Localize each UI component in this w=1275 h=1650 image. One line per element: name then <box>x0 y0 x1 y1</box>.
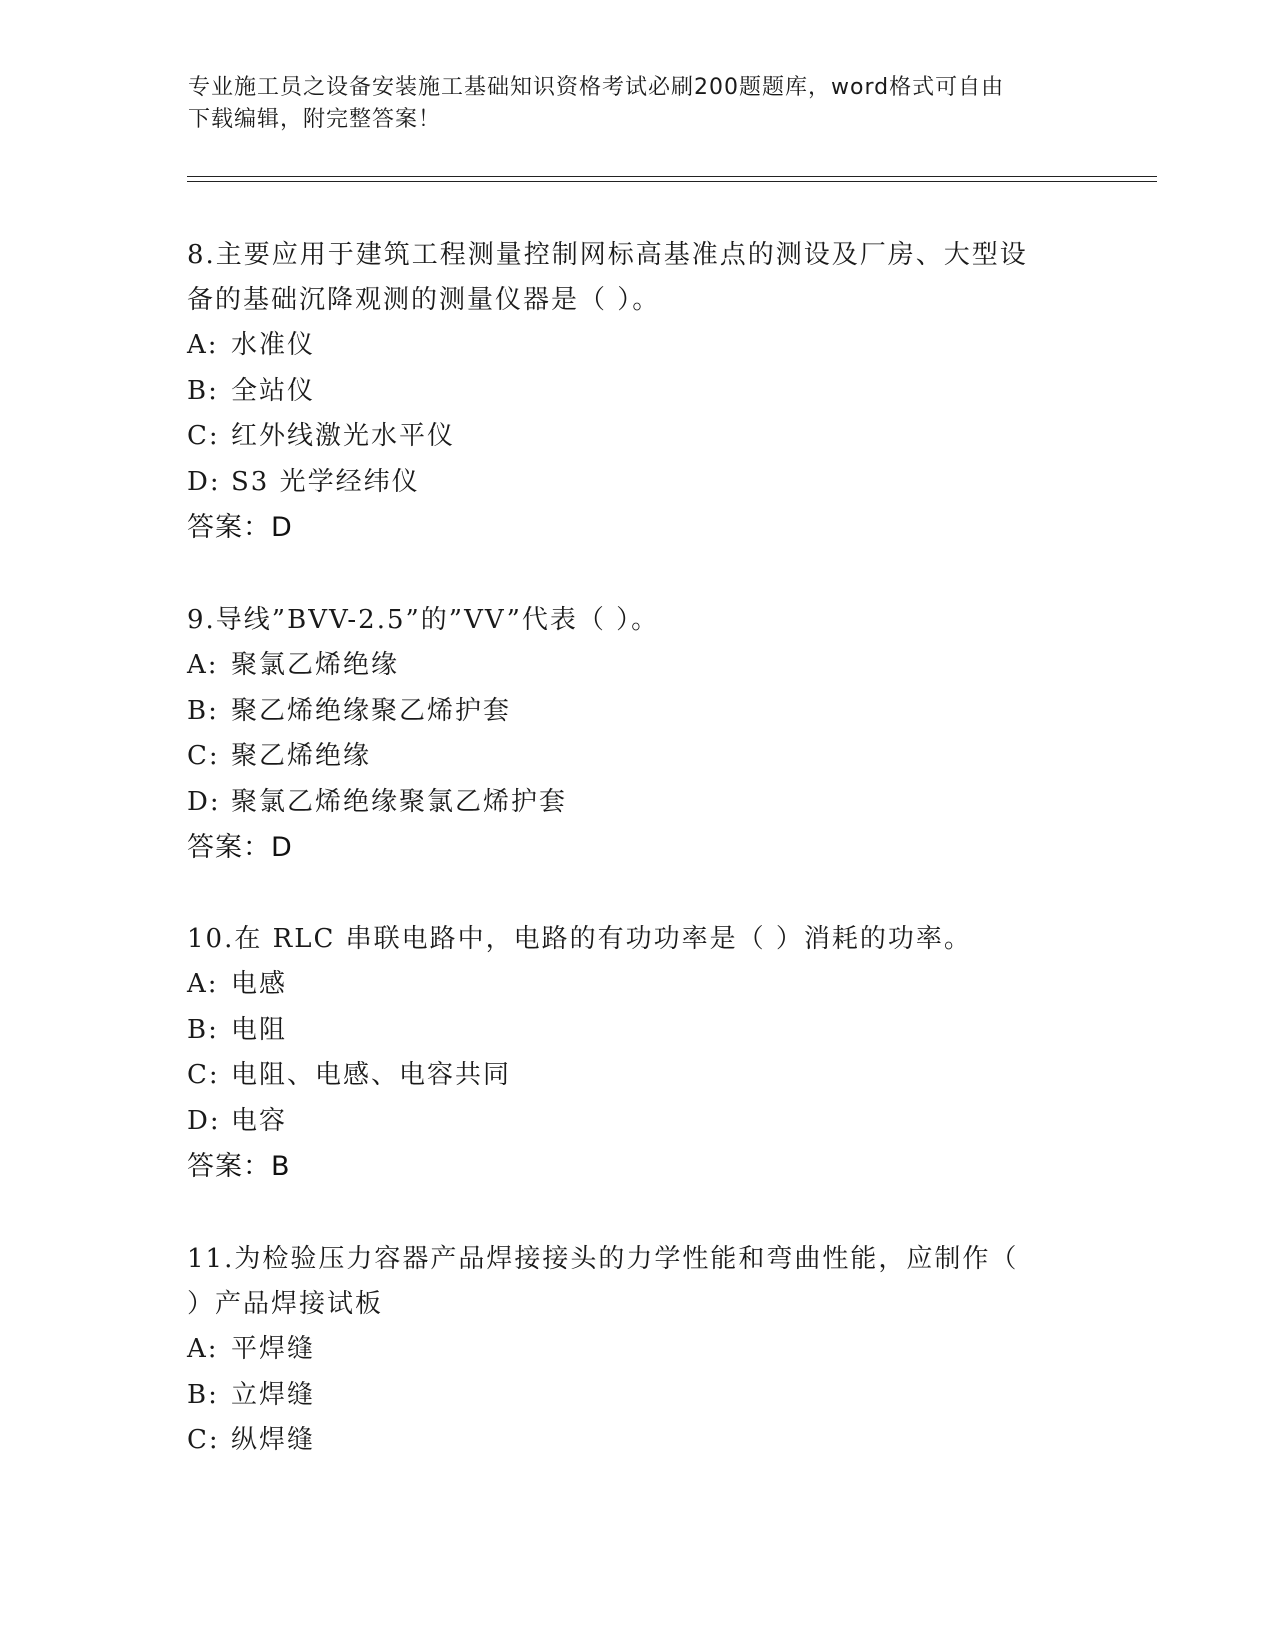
option-b <box>187 1373 1067 1419</box>
option-a <box>187 643 1067 689</box>
option-letter: B: <box>187 375 219 406</box>
option-c <box>187 1418 1067 1464</box>
option-text: 水准仪 <box>231 330 316 360</box>
option-text: 红外线激光水平仪 <box>231 421 456 451</box>
option-a <box>187 323 1067 369</box>
question-stem-line: 11.为检验压力容器产品焊接接头的力学性能和弯曲性能，应制作（ <box>187 1244 1019 1274</box>
option-letter: C: <box>187 1060 220 1090</box>
option-c <box>187 414 1067 460</box>
option-letter: C: <box>187 741 220 771</box>
option-text: 全站仪 <box>231 375 316 406</box>
option-letter: C: <box>187 1425 220 1455</box>
option-text: 聚氯乙烯绝缘聚氯乙烯护套 <box>231 786 568 817</box>
header-line-2: 下载编辑，附完整答案！ <box>188 107 442 132</box>
header-line-1: 专业施工员之设备安装施工基础知识资格考试必刷200题题库，word格式可自由 <box>188 75 1005 100</box>
option-b <box>187 369 1067 415</box>
option-letter: B: <box>187 1379 219 1410</box>
option-a <box>187 962 1067 1008</box>
option-c <box>187 1053 1067 1099</box>
option-letter: A: <box>187 650 219 680</box>
option-d <box>187 780 1067 826</box>
answer: 答案：B <box>187 1151 291 1182</box>
question-8 <box>187 233 1067 551</box>
question-stem-line: 备的基础沉降观测的测量仪器是（ ）。 <box>187 285 661 315</box>
option-b <box>187 1008 1067 1054</box>
option-text: 聚氯乙烯绝缘 <box>231 650 400 680</box>
option-text: 电阻、电感、电容共同 <box>231 1060 512 1090</box>
document-header <box>188 72 1088 136</box>
option-text: 电感 <box>231 969 288 999</box>
option-text: 聚乙烯绝缘 <box>231 741 372 771</box>
option-c <box>187 734 1067 780</box>
option-letter: B: <box>187 1014 219 1045</box>
option-letter: A: <box>187 330 219 360</box>
option-letter: A: <box>187 1334 219 1364</box>
option-letter: A: <box>187 969 219 999</box>
option-letter: B: <box>187 695 219 726</box>
option-text: 立焊缝 <box>231 1379 316 1410</box>
question-stem-line: 9.导线”BVV-2.5”的”VV”代表（ ）。 <box>187 605 660 635</box>
option-text: 平焊缝 <box>231 1334 316 1364</box>
option-a <box>187 1327 1067 1373</box>
header-divider-top <box>187 176 1157 177</box>
option-letter: C: <box>187 421 220 451</box>
option-text: 聚乙烯绝缘聚乙烯护套 <box>231 695 512 726</box>
question-stem-line: 8.主要应用于建筑工程测量控制网标高基准点的测设及厂房、大型设 <box>187 240 1028 270</box>
option-letter: D: <box>187 786 221 817</box>
option-text: 电容 <box>231 1105 288 1136</box>
question-stem-line: ）产品焊接试板 <box>187 1289 384 1319</box>
option-letter: D: <box>187 466 221 497</box>
answer: 答案：D <box>187 832 293 863</box>
option-d <box>187 1099 1067 1145</box>
question-9 <box>187 598 1067 871</box>
option-text: 电阻 <box>231 1014 288 1045</box>
question-10 <box>187 917 1067 1190</box>
option-text: S3 光学经纬仪 <box>231 466 420 497</box>
header-divider-bottom <box>187 181 1157 182</box>
option-b <box>187 689 1067 735</box>
option-letter: D: <box>187 1105 221 1136</box>
option-text: 纵焊缝 <box>231 1425 316 1455</box>
option-d <box>187 460 1067 506</box>
answer: 答案：D <box>187 512 293 543</box>
question-stem-line: 10.在 RLC 串联电路中，电路的有功功率是（ ）消耗的功率。 <box>187 924 972 954</box>
question-11 <box>187 1237 1067 1464</box>
